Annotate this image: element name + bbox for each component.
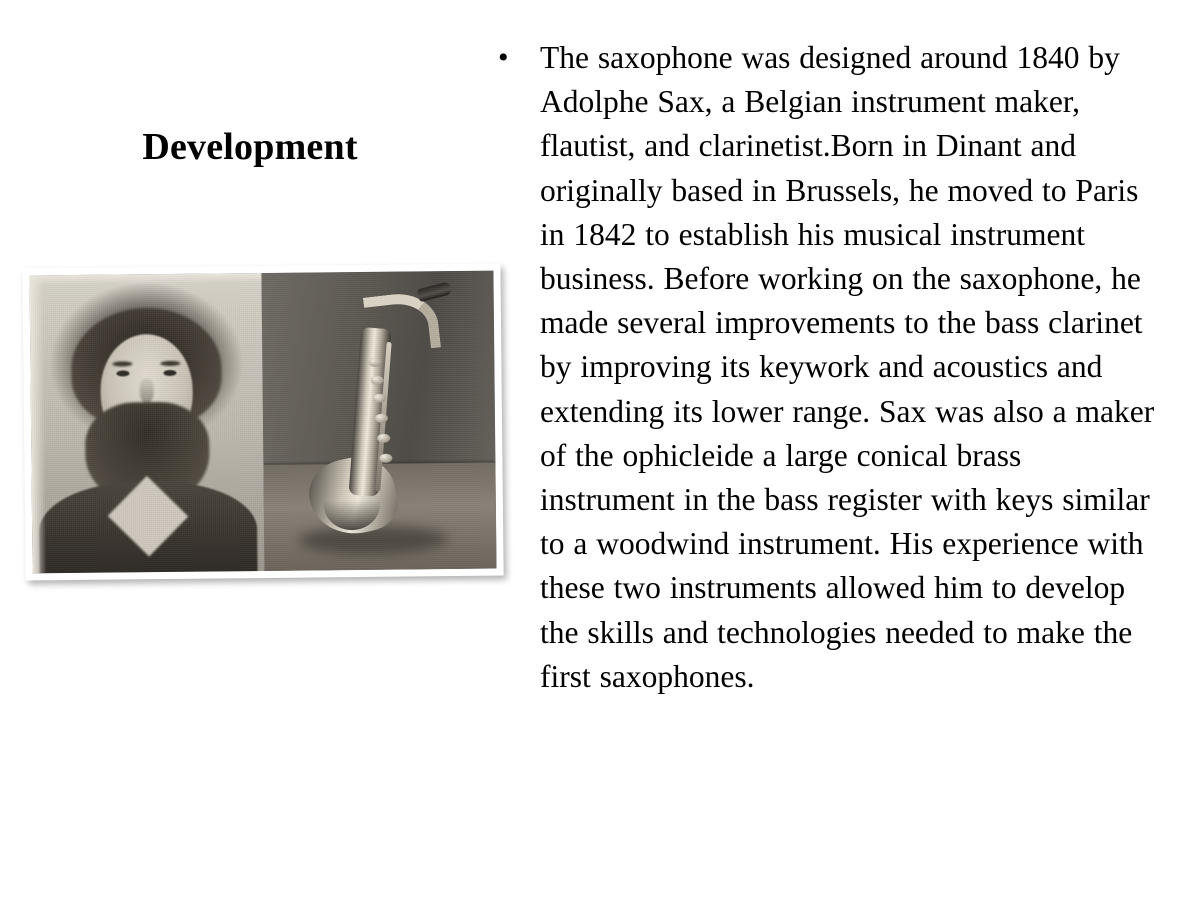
body-paragraph: The saxophone was designed around 1840 by Adolphe Sax, a Belgian instrument maker, flautist, and clarinetist.Born in Dinant and originally based in Brussels, he moved to Paris in 1842 to establish his musical instrument business. Before working on the saxophone, he made several improvements to the bass clarinet by improving its keywork and acoustics and extending its lower range. Sax was also a maker of the ophicleide a large conical brass instrument in the bass register with keys similar to a woodwind instrument. His experience with these two instruments allowed him to develop the skills and technologies needed to make the first saxophones. [540, 40, 1155, 694]
vintage-saxophone-photo [261, 271, 496, 571]
sax-film-grain [261, 271, 496, 571]
bullet-marker-icon: • [498, 41, 509, 74]
portrait-film-grain [29, 273, 264, 573]
photo-frame [22, 264, 503, 581]
left-column [0, 0, 500, 900]
body-content [492, 36, 1164, 699]
portrait-of-adolphe-sax [29, 273, 264, 573]
page-title: Development [142, 126, 358, 168]
bullet-list-item [492, 36, 1164, 699]
photo-inner [29, 271, 496, 574]
